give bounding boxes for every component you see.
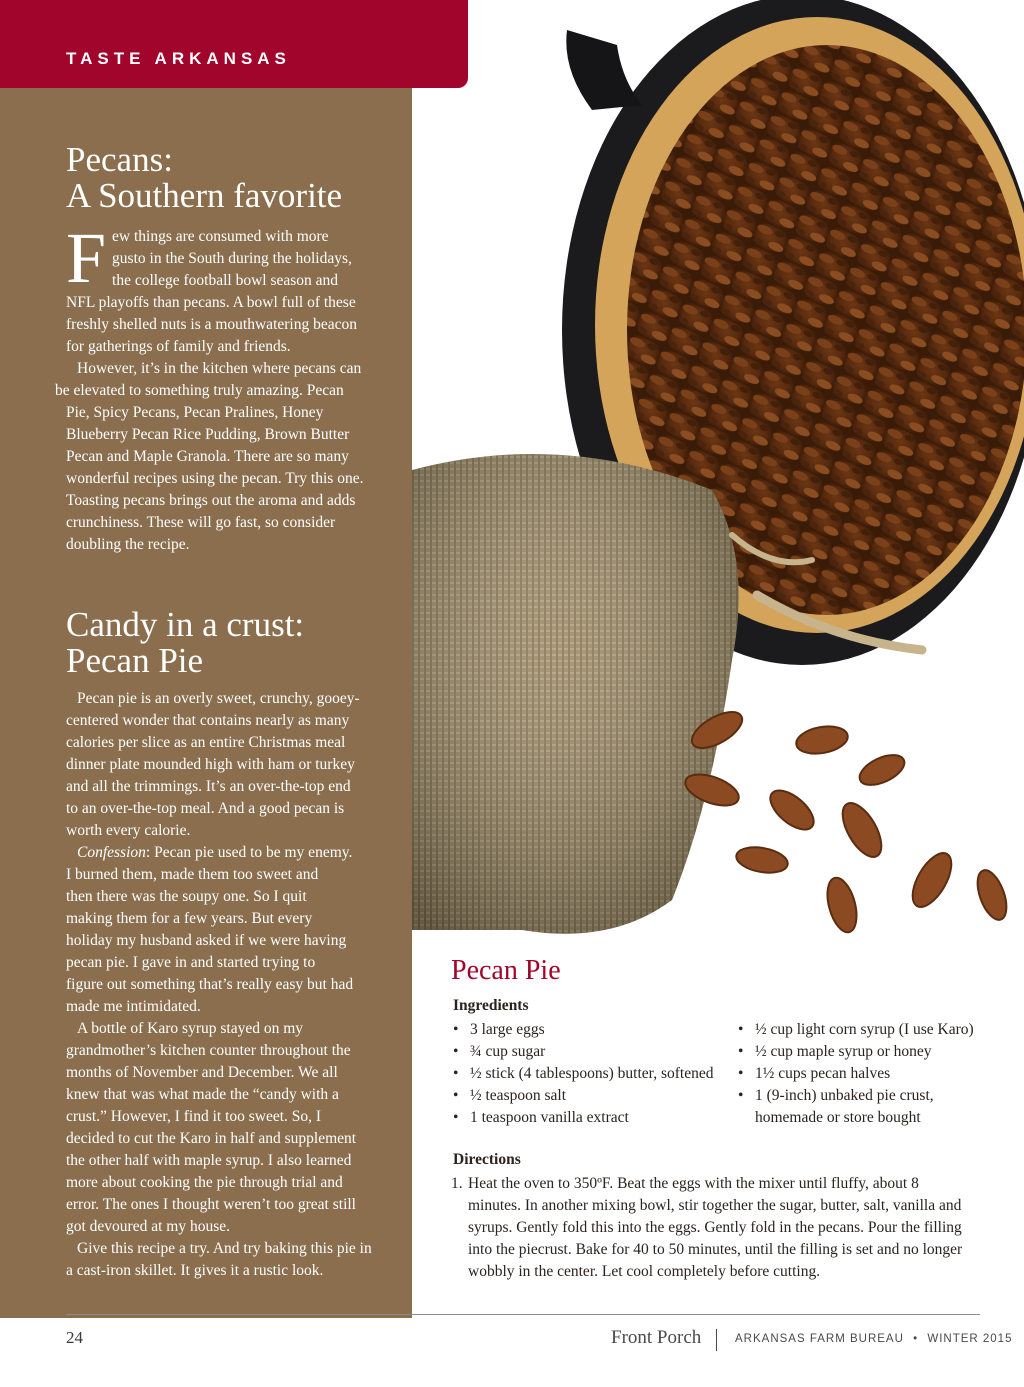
text-line: for gatherings of family and friends. [66, 338, 291, 355]
text-line: worth every calorie. [66, 822, 191, 839]
skillet-handle [566, 30, 642, 110]
text-line: Pecan and Maple Granola. There are so many [66, 448, 349, 465]
paragraph [66, 688, 372, 842]
text-line: centered wonder that contains nearly as many [66, 712, 350, 729]
step-number: 1. [451, 1175, 463, 1192]
bullet: • [738, 1087, 744, 1104]
bullet: • [453, 1043, 459, 1060]
ingredient-text: 3 large eggs [470, 1021, 545, 1038]
ingredient-text: 1½ cups pecan halves [755, 1065, 891, 1082]
text-line: : Pecan pie used to be my enemy. [145, 844, 353, 861]
list-item [453, 1041, 713, 1063]
paragraph [66, 842, 372, 1018]
text-line: minutes. In another mixing bowl, stir together the sugar, butter, salt, vanilla and [468, 1197, 962, 1214]
paragraph [55, 358, 372, 556]
text-line: Blueberry Pecan Rice Pudding, Brown Butter [66, 426, 350, 443]
ingredients-list-right [738, 1019, 974, 1129]
text-line: figure out something that’s really easy but had [66, 976, 354, 993]
issue: WINTER 2015 [927, 1333, 1013, 1345]
recipe-title: Pecan Pie [451, 955, 561, 986]
text-line: got devoured at my house. [66, 1218, 231, 1235]
title-line: A Southern favorite [66, 176, 343, 215]
text-line: gusto in the South during the holidays, [112, 250, 352, 267]
drop-cap: F [66, 218, 107, 298]
article-title-pecans [66, 142, 342, 214]
directions-heading: Directions [453, 1151, 521, 1168]
list-item [738, 1085, 974, 1107]
ingredient-text: ½ stick (4 tablespoons) butter, softened [470, 1065, 714, 1082]
text-line: grandmother’s kitchen counter throughout the [66, 1042, 351, 1059]
text-line: syrups. Gently fold this into the eggs. Gently fold in the pecans. Pour the filling [468, 1219, 962, 1236]
text-line: then there was the soupy one. So I quit [66, 888, 307, 905]
bullet: • [453, 1021, 459, 1038]
list-item [453, 1107, 713, 1129]
list-item [738, 1063, 974, 1085]
article-body-pecans [55, 218, 372, 556]
text-line: Pecan pie is an overly sweet, crunchy, gooey- [77, 690, 360, 707]
list-item [453, 1063, 713, 1085]
text-line: NFL playoffs than pecans. A bowl full of these [66, 294, 356, 311]
text-line: pecan pie. I gave in and started trying to [66, 954, 316, 971]
text-line: Toasting pecans brings out the aroma and adds [66, 492, 356, 509]
text-line: wonderful recipes using the pecan. Try this one. [66, 470, 364, 487]
text-line: a cast-iron skillet. It gives it a rustic look. [66, 1262, 324, 1279]
footer-publication [735, 1333, 1012, 1345]
ingredient-text: homemade or store bought [755, 1109, 921, 1126]
organization: ARKANSAS FARM BUREAU [735, 1333, 904, 1345]
text-line: made me intimidated. [66, 998, 201, 1015]
page-number: 24 [66, 1328, 83, 1347]
section-tab [0, 0, 468, 88]
text-line: However, it’s in the kitchen where pecans can [77, 360, 362, 377]
text-line: into the piecrust. Bake for 40 to 50 minutes, until the filling is set and no longer [468, 1241, 963, 1258]
paragraph [66, 1018, 372, 1238]
paragraph [66, 292, 372, 358]
text-line: making them for a few years. But every [66, 910, 313, 927]
ingredient-text: 1 (9-inch) unbaked pie crust, [755, 1087, 934, 1104]
bullet: • [738, 1043, 744, 1060]
bullet: • [453, 1109, 459, 1126]
text-line: ew things are consumed with more [112, 228, 329, 245]
ingredient-text: ¾ cup sugar [470, 1043, 546, 1060]
list-item [738, 1107, 974, 1129]
list-item [453, 1019, 713, 1041]
text-line: the college football bowl season and [112, 272, 339, 289]
ingredients-heading: Ingredients [453, 997, 529, 1014]
paragraph [66, 1238, 372, 1282]
paragraph [66, 218, 372, 298]
text-line: Pie, Spicy Pecans, Pecan Pralines, Honey [66, 404, 324, 421]
text-line: to an over-the-top meal. And a good pecan is [66, 800, 345, 817]
text-line: knew that was what made the “candy with a [66, 1086, 339, 1103]
text-line: months of November and December. We all [66, 1064, 338, 1081]
text-line: holiday my husband asked if we were having [66, 932, 347, 949]
text-line: and all the trimmings. It’s an over-the-top end [66, 778, 351, 795]
bullet: • [738, 1065, 744, 1082]
pecan-pie-photo [412, 0, 1024, 965]
text-line: Give this recipe a try. And try baking this pie in [77, 1240, 372, 1257]
title-line: Pecans: [66, 140, 173, 179]
list-item [738, 1041, 974, 1063]
title-line: Candy in a crust: [66, 605, 305, 644]
footer-separator [716, 1329, 717, 1351]
spilled-pecans [681, 705, 1012, 936]
text-italic: Confession [77, 844, 146, 861]
bullet: • [453, 1087, 459, 1104]
text-line: A bottle of Karo syrup stayed on my [77, 1020, 304, 1037]
text-line: be elevated to something truly amazing. Pecan [55, 382, 344, 399]
bullet: • [453, 1065, 459, 1082]
footer-divider [66, 1314, 980, 1315]
text-line: doubling the recipe. [66, 536, 190, 553]
list-item [453, 1085, 713, 1107]
text-line: wobbly in the center. Let cool completely before cutting. [468, 1263, 821, 1280]
directions-step [451, 1173, 991, 1283]
list-item [738, 1019, 974, 1041]
step-text [451, 1173, 991, 1283]
text-line: crunchiness. These will go fast, so consider [66, 514, 336, 531]
text-line: calories per slice as an entire Christmas meal [66, 734, 346, 751]
article-body-pecan-pie [66, 688, 372, 1282]
title-line: Pecan Pie [66, 641, 204, 680]
text-line: Heat the oven to 350ºF. Beat the eggs with the mixer until fluffy, about 8 [468, 1175, 919, 1192]
text-line: decided to cut the Karo in half and supplement [66, 1130, 357, 1147]
text-line: freshly shelled nuts is a mouthwatering beacon [66, 316, 357, 333]
text-line: I burned them, made them too sweet and [66, 866, 319, 883]
ingredient-text: ½ cup maple syrup or honey [755, 1043, 932, 1060]
section-label: TASTE ARKANSAS [66, 49, 291, 68]
text-line: more about cooking the pie through trial and [66, 1174, 343, 1191]
article-title-pecan-pie [66, 607, 304, 679]
ingredient-text: ½ teaspoon salt [470, 1087, 566, 1104]
text-line: dinner plate mounded high with ham or turkey [66, 756, 355, 773]
text-line: error. The ones I thought weren’t too great still [66, 1196, 356, 1213]
footer-dot: • [913, 1333, 919, 1345]
ingredient-text: 1 teaspoon vanilla extract [470, 1109, 629, 1126]
magazine-name: Front Porch [611, 1327, 702, 1348]
text-line: crust.” However, I find it too sweet. So, I [66, 1108, 322, 1125]
bullet: • [738, 1021, 744, 1038]
ingredients-list-left [453, 1019, 713, 1129]
text-line: the other half with maple syrup. I also learned [66, 1152, 352, 1169]
ingredient-text: ½ cup light corn syrup (I use Karo) [755, 1021, 974, 1038]
